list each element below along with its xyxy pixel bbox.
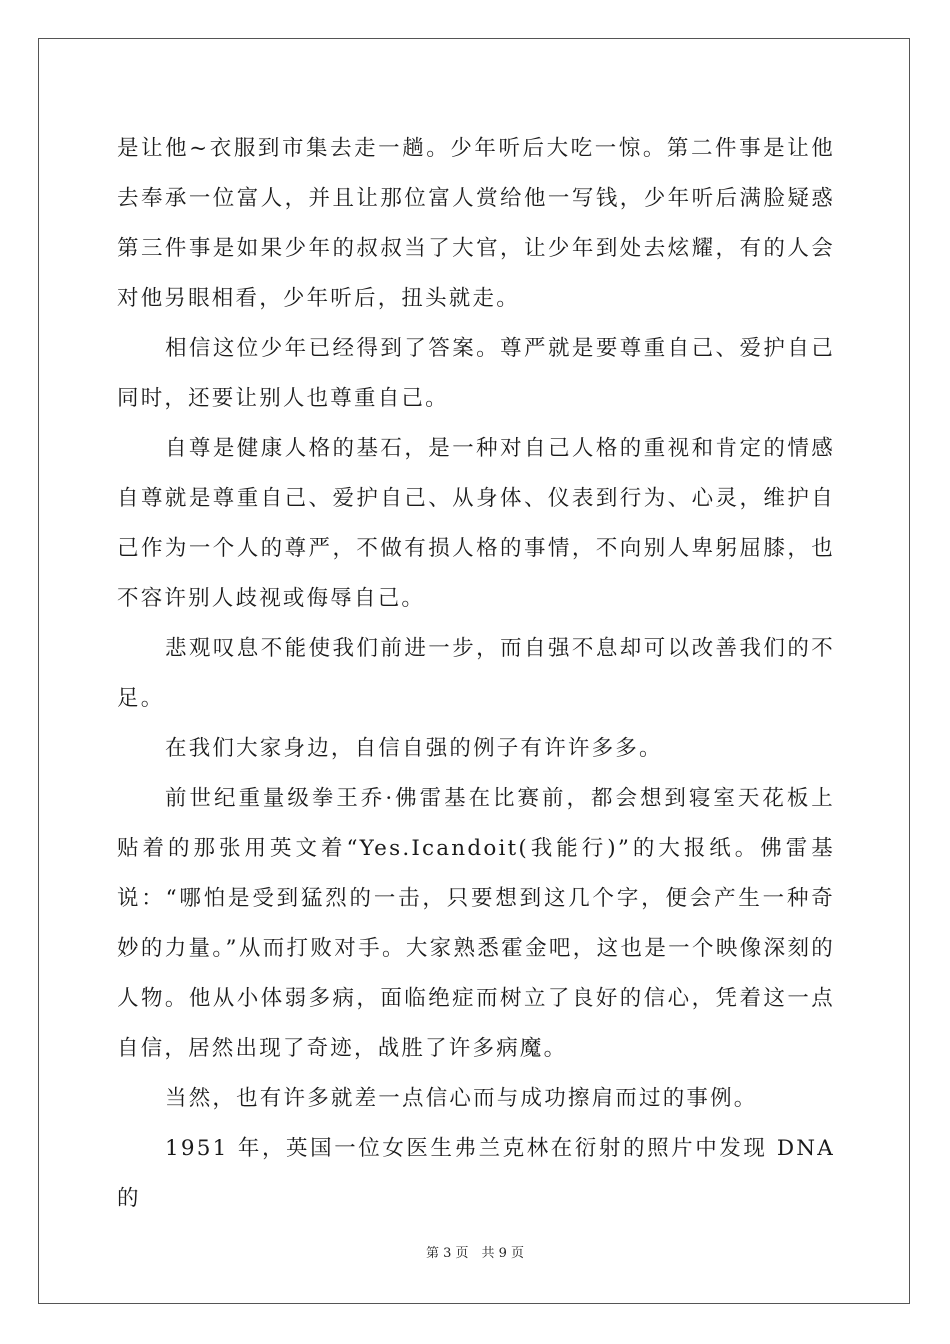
paragraph: 自尊是健康人格的基石，是一种对自己人格的重视和肯定的情感自尊就是尊重自己、爱护自己、从身体、仪表到行为、心灵，维护自己作为一个人的尊严，不做有损人格的事情，不向别人卑躬屈膝，也不容许别人歧视或侮辱自己。	[117, 436, 835, 611]
page-number-label: 第 3 页 共 9 页	[425, 1246, 525, 1261]
paragraph: 悲观叹息不能使我们前进一步，而自强不息却可以改善我们的不足。	[117, 636, 835, 711]
paragraph: 1951 年，英国一位女医生弗兰克林在衍射的照片中发现 DNA 的	[117, 1136, 835, 1211]
document-body	[117, 124, 835, 1224]
paragraph: 是让他~衣服到市集去走一趟。少年听后大吃一惊。第二件事是让他去奉承一位富人，并且让那位富人赏给他一写钱，少年听后满脸疑惑第三件事是如果少年的叔叔当了大官，让少年到处去炫耀，有的人会对他另眼相看，少年听后，扭头就走。	[117, 136, 835, 311]
paragraph: 前世纪重量级拳王乔·佛雷基在比赛前，都会想到寝室天花板上贴着的那张用英文着“Yes.Icandoit(我能行)”的大报纸。佛雷基说：“哪怕是受到猛烈的一击，只要想到这几个字，便会产生一种奇妙的力量。”从而打败对手。大家熟悉霍金吧，这也是一个映像深刻的人物。他从小体弱多病，面临绝症而树立了良好的信心，凭着这一点自信，居然出现了奇迹，战胜了许多病魔。	[117, 786, 835, 1061]
paragraph: 相信这位少年已经得到了答案。尊严就是要尊重自己、爱护自己同时，还要让别人也尊重自己。	[117, 336, 835, 411]
page-footer	[0, 1242, 950, 1261]
paragraph: 在我们大家身边，自信自强的例子有许许多多。	[165, 736, 663, 761]
paragraph: 当然，也有许多就差一点信心而与成功擦肩而过的事例。	[165, 1086, 758, 1111]
